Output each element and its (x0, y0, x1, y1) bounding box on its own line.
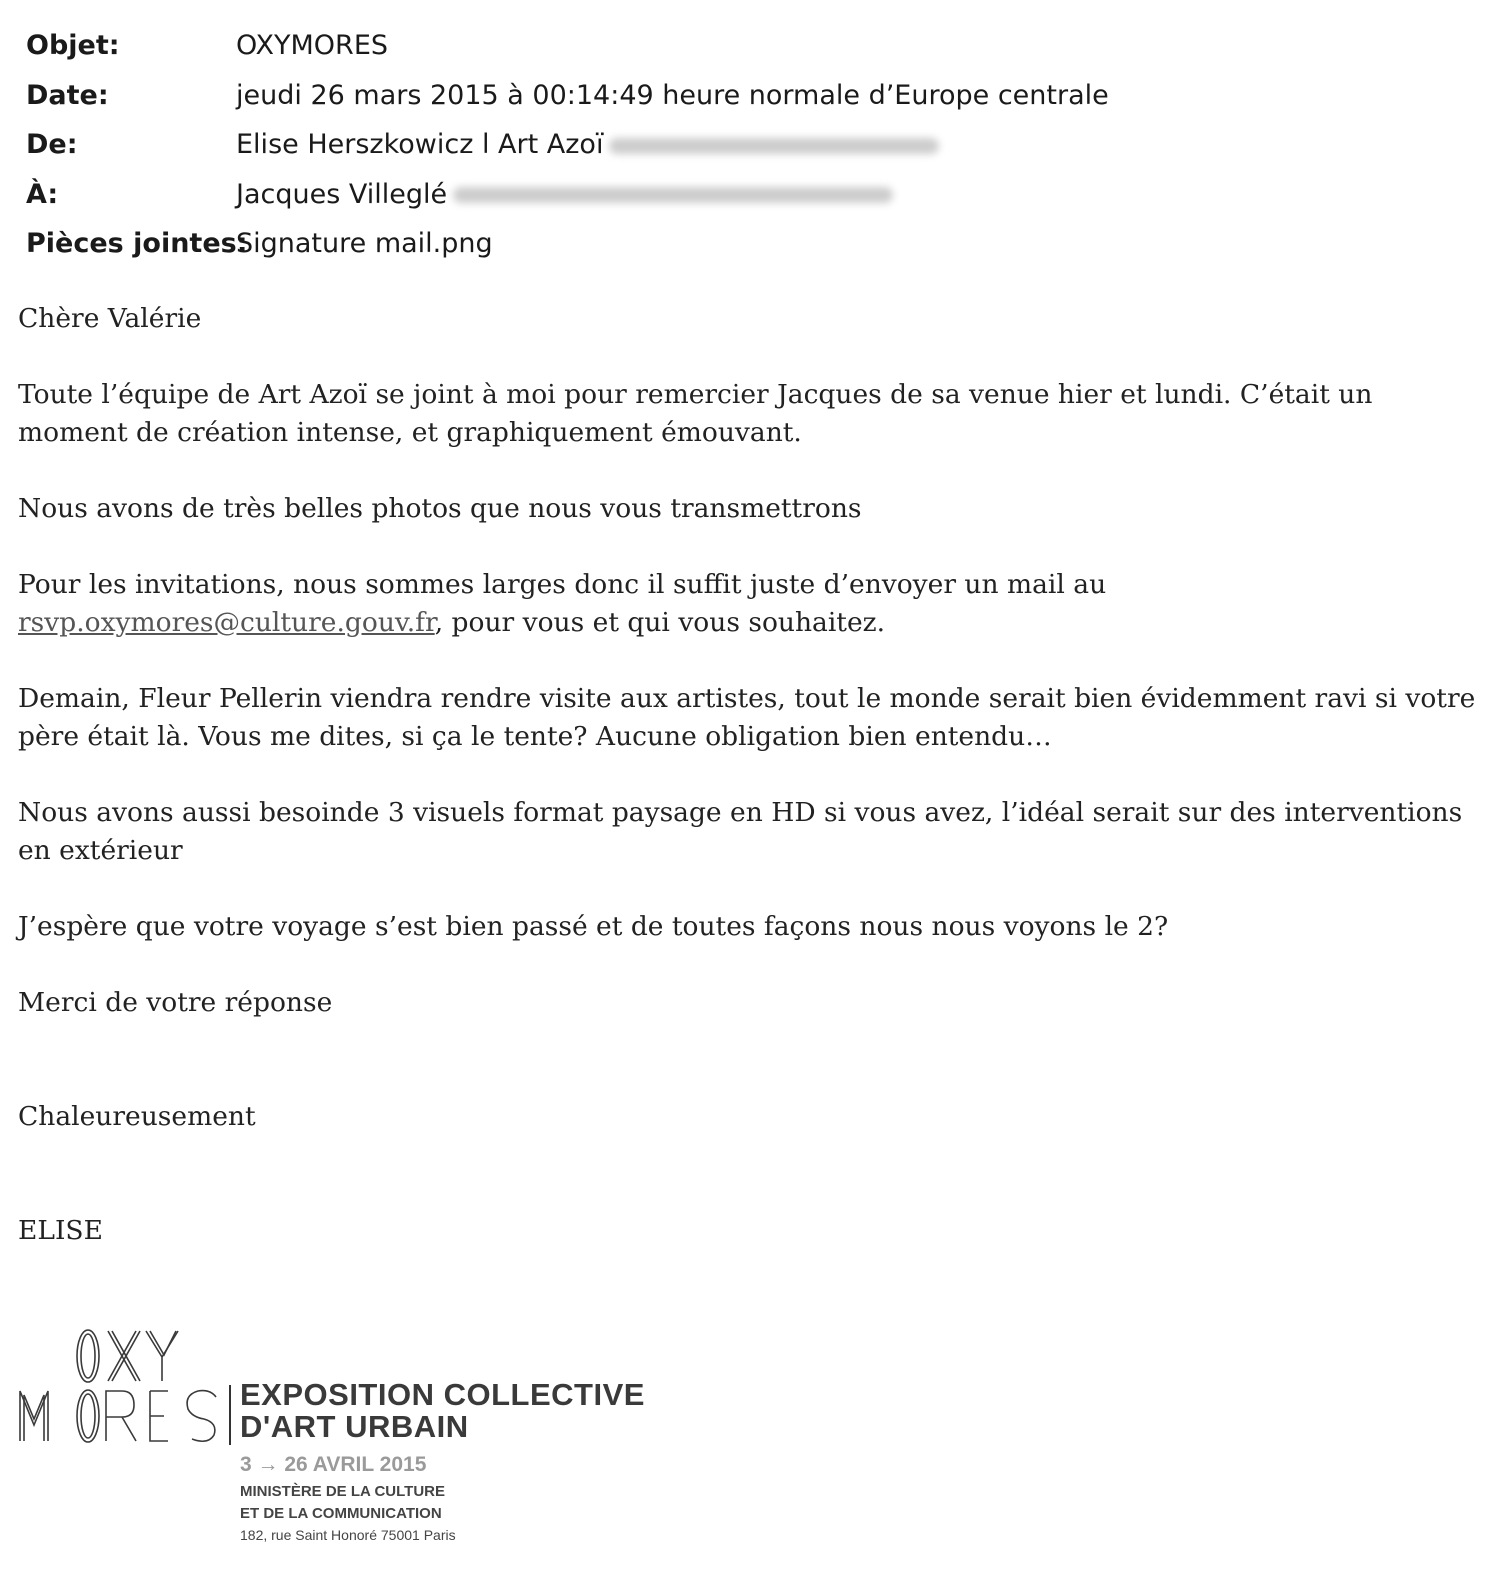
paragraph-thanks: Toute l’équipe de Art Azoï se joint à moi pour remercier Jacques de sa venue hier et lundi. C’était un moment de création intense, et graphiquement émouvant. (18, 379, 1373, 448)
greeting: Chère Valérie (18, 303, 202, 334)
to-label: À: (26, 178, 59, 210)
closing: Chaleureusement (18, 1101, 256, 1132)
paragraph-photos: Nous avons de très belles photos que nous vous transmettrons (18, 493, 862, 524)
exhibition-title-line1: EXPOSITION COLLECTIVE (240, 1377, 645, 1412)
paragraph-visuals: Nous avons aussi besoinde 3 visuels format paysage en HD si vous avez, l’idéal serait sur des interventions en extérieur (18, 797, 1463, 866)
from-value: Elise Herszkowicz l Art Azoï (236, 129, 604, 160)
paragraph-visit: Demain, Fleur Pellerin viendra rendre visite aux artistes, tout le monde serait bien évidemment ravi si votre père était là. Vous me dites, si ça le tente? Aucune obligation bien entendu… (18, 683, 1476, 752)
attachments-label: Pièces jointes: (26, 228, 248, 259)
paragraph-invitations (18, 566, 1488, 642)
from-value-wrap (236, 123, 939, 167)
paragraph-thanks-reply: Merci de votre réponse (18, 987, 333, 1018)
address: 182, rue Saint Honoré 75001 Paris (240, 1527, 456, 1543)
date-label: Date: (26, 79, 109, 111)
to-value: Jacques Villeglé (236, 178, 448, 210)
redacted-email (609, 138, 939, 154)
to-value-wrap (236, 173, 893, 217)
from-label: De: (26, 129, 78, 160)
redacted-email (453, 187, 893, 203)
invitations-text-end: , pour vous et qui vous souhaitez. (434, 607, 886, 638)
attachment-link[interactable]: Signature mail.png (236, 228, 493, 259)
exhibition-title-line2: D'ART URBAIN (240, 1409, 469, 1444)
oxymores-logo (18, 1325, 223, 1450)
ministry-line2: ET DE LA COMMUNICATION (240, 1505, 442, 1522)
signature-divider (229, 1385, 231, 1445)
ministry-line1: MINISTÈRE DE LA CULTURE (240, 1483, 445, 1500)
subject-value: OXYMORES (236, 30, 389, 61)
exhibition-dates: 3 → 26 AVRIL 2015 (240, 1453, 427, 1476)
rsvp-email-link[interactable]: rsvp.oxymores@culture.gouv.fr (18, 607, 435, 638)
date-value: jeudi 26 mars 2015 à 00:14:49 heure normale d’Europe centrale (236, 79, 1109, 111)
subject-label: Objet: (26, 30, 120, 61)
sender-name: ELISE (18, 1215, 103, 1246)
email-body (18, 300, 1488, 1250)
paragraph-travel: J’espère que votre voyage s’est bien passé et de toutes façons nous nous voyons le 2? (18, 911, 1169, 942)
email-signature (18, 1325, 645, 1565)
invitations-text: Pour les invitations, nous sommes larges donc il suffit juste d’envoyer un mail au (18, 569, 1107, 600)
